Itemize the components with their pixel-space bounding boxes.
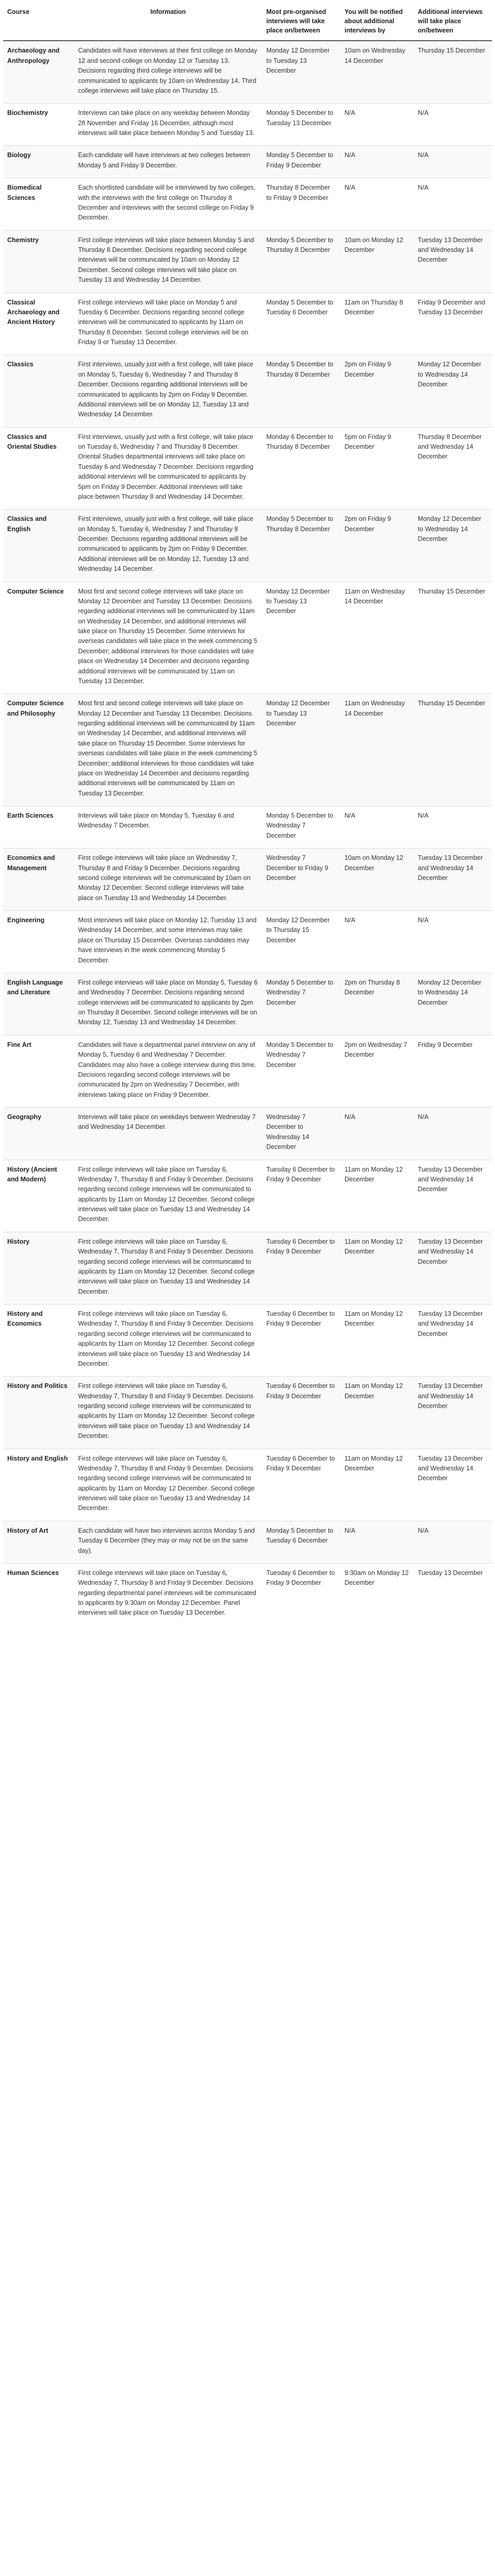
header-row: [3, 3, 492, 41]
additional-cell: Tuesday 13 December and Wednesday 14 December: [414, 1449, 492, 1521]
information-cell: First interviews, usually just with a first college, will take place on Monday 5, Tuesday 6, Wednesday 7 and Thursday 8 December. Decisions regarding additional interviews will be communicated to applicants by 2pm on Friday 9 December. Additional interviews will be on Monday 12, Tuesday 13 and Wednesday 14 December.: [74, 510, 262, 582]
course-cell: Earth Sciences: [3, 806, 74, 849]
preorganised-cell: Tuesday 6 December to Friday 9 December: [262, 1304, 340, 1377]
notified-cell: 11am on Monday 12 December: [340, 1160, 414, 1232]
information-cell: First interviews, usually just with a first college, will take place on Tuesday 6, Wednesday 7 and Thursday 8 December. Oriental Studies departmental interviews will take place on Tuesday 6 and Wednesday 7 December. Decisions regarding additional interviews will be communicated to applicants by 5pm on Friday 9 December. Additional interviews will take place between Thursday 8 and Wednesday 14 December.: [74, 427, 262, 510]
information-cell: Each candidate will have two interviews across Monday 5 and Tuesday 6 December (they may or may not be on the same day).: [74, 1521, 262, 1563]
preorganised-cell: Monday 12 December to Tuesday 13 December: [262, 41, 340, 103]
course-cell: History and Politics: [3, 1377, 74, 1449]
information-cell: Candidates will have a departmental panel interview on any of Monday 5, Tuesday 6 and Wednesday 7 December. Candidates may also have a college interview during this time. Decisions regarding second college interviews will be communicated by 2pm on Wednesday 7 December, with interviews taking place on Friday 9 December.: [74, 1035, 262, 1107]
additional-cell: Thursday 8 December and Wednesday 14 December: [414, 427, 492, 510]
notified-cell: 11am on Wednesday 14 December: [340, 694, 414, 806]
preorganised-cell: Monday 12 December to Tuesday 13 December: [262, 582, 340, 694]
notified-cell: 11am on Monday 12 December: [340, 1449, 414, 1521]
additional-cell: N/A: [414, 1108, 492, 1160]
notified-cell: 11am on Monday 12 December: [340, 1304, 414, 1377]
course-cell: Human Sciences: [3, 1563, 74, 1625]
header-preorganised: Most pre-organised interviews will take place on/between: [262, 3, 340, 41]
information-cell: Interviews will take place on Monday 5, Tuesday 6 and Wednesday 7 December.: [74, 806, 262, 849]
preorganised-cell: Thursday 8 December to Friday 9 December: [262, 178, 340, 231]
additional-cell: N/A: [414, 178, 492, 231]
table-row: [3, 41, 492, 103]
preorganised-cell: Monday 5 December to Wednesday 7 December: [262, 1035, 340, 1107]
table-row: [3, 104, 492, 146]
additional-cell: Tuesday 13 December: [414, 1563, 492, 1625]
preorganised-cell: Monday 12 December to Tuesday 13 December: [262, 694, 340, 806]
preorganised-cell: Wednesday 7 December to Wednesday 14 December: [262, 1108, 340, 1160]
table-row: [3, 230, 492, 293]
course-cell: Engineering: [3, 911, 74, 973]
information-cell: First college interviews will take place on Tuesday 6, Wednesday 7, Thursday 8 and Friday 9 December. Decisions regarding second college interviews will be communicated to applicants by 11am on Monday 12 December. Second college interviews will take place on Tuesday 13 and Wednesday 14 December.: [74, 1449, 262, 1521]
additional-cell: Thursday 15 December: [414, 41, 492, 103]
notified-cell: 2pm on Friday 9 December: [340, 355, 414, 427]
table-row: [3, 355, 492, 427]
notified-cell: 2pm on Friday 9 December: [340, 510, 414, 582]
information-cell: Interviews can take place on any weekday between Monday 28 November and Friday 16 December, although most interviews will take place between Monday 5 and Tuesday 13.: [74, 104, 262, 146]
course-cell: Biology: [3, 146, 74, 178]
notified-cell: 11am on Monday 12 December: [340, 1377, 414, 1449]
table-row: [3, 427, 492, 510]
table-row: [3, 1563, 492, 1625]
preorganised-cell: Tuesday 6 December to Friday 9 December: [262, 1449, 340, 1521]
table-row: [3, 1521, 492, 1563]
course-cell: History (Ancient and Modern): [3, 1160, 74, 1232]
table-header: [3, 3, 492, 41]
header-additional: Additional interviews will take place on/between: [414, 3, 492, 41]
information-cell: First college interviews will take place on Monday 5, Tuesday 6 and Wednesday 7 December. Decisions regarding second college interviews will be communicated to applicants by 2pm on Thursday 8 December. Second college interviews will be on Monday 12, Tuesday 13 and Wednesday 14 December.: [74, 973, 262, 1035]
preorganised-cell: Monday 5 December to Tuesday 13 December: [262, 104, 340, 146]
preorganised-cell: Monday 5 December to Tuesday 6 December: [262, 293, 340, 355]
additional-cell: Monday 12 December to Wednesday 14 December: [414, 355, 492, 427]
table-row: [3, 973, 492, 1035]
additional-cell: Friday 9 December: [414, 1035, 492, 1107]
notified-cell: N/A: [340, 806, 414, 849]
preorganised-cell: Tuesday 6 December to Friday 9 December: [262, 1563, 340, 1625]
preorganised-cell: Monday 5 December to Wednesday 7 December: [262, 973, 340, 1035]
table-row: [3, 1160, 492, 1232]
table-row: [3, 178, 492, 231]
table-row: [3, 146, 492, 178]
preorganised-cell: Monday 5 December to Wednesday 7 December: [262, 806, 340, 849]
course-cell: Economics and Management: [3, 849, 74, 911]
information-cell: Each shortlisted candidate will be interviewed by two colleges, with the interviews with the first college on Thursday 8 December and interviews with the second college on Friday 9 December.: [74, 178, 262, 231]
table-row: [3, 1035, 492, 1107]
notified-cell: N/A: [340, 178, 414, 231]
additional-cell: N/A: [414, 806, 492, 849]
additional-cell: Tuesday 13 December and Wednesday 14 December: [414, 1232, 492, 1304]
course-cell: Archaeology and Anthropology: [3, 41, 74, 103]
course-cell: Geography: [3, 1108, 74, 1160]
notified-cell: N/A: [340, 911, 414, 973]
header-course: Course: [3, 3, 74, 41]
notified-cell: 5pm on Friday 9 December: [340, 427, 414, 510]
course-cell: Fine Art: [3, 1035, 74, 1107]
information-cell: Interviews will take place on weekdays between Wednesday 7 and Wednesday 14 December.: [74, 1108, 262, 1160]
notified-cell: 2pm on Thursday 8 December: [340, 973, 414, 1035]
notified-cell: 11am on Thursday 8 December: [340, 293, 414, 355]
notified-cell: 9:30am on Monday 12 December: [340, 1563, 414, 1625]
preorganised-cell: Monday 5 December to Thursday 8 December: [262, 355, 340, 427]
course-cell: Classics and Oriental Studies: [3, 427, 74, 510]
information-cell: First college interviews will take place on Tuesday 6, Wednesday 7, Thursday 8 and Friday 9 December. Decisions regarding second college interviews will be communicated to applicants by 11am on Monday 12 December. Second college interviews will take place on Tuesday 13 and Wednesday 14 December.: [74, 1160, 262, 1232]
notified-cell: 10am on Monday 12 December: [340, 230, 414, 293]
information-cell: Each candidate will have interviews at two colleges between Monday 5 and Friday 9 December.: [74, 146, 262, 178]
notified-cell: 11am on Monday 12 December: [340, 1232, 414, 1304]
preorganised-cell: Monday 6 December to Thursday 8 December: [262, 427, 340, 510]
table-row: [3, 1232, 492, 1304]
information-cell: Candidates will have interviews at their first college on Monday 12 and second college on Monday 12 or Tuesday 13. Decisions regarding third college interviews will be communicated to applicants by 10am on Wednesday 14. Third college interviews will take place on Thursday 15.: [74, 41, 262, 103]
table-body: [3, 41, 492, 1625]
information-cell: First interviews, usually just with a first college, will take place on Monday 5, Tuesday 6, Wednesday 7 and Thursday 8 December. Decisions regarding additional interviews will be communicated to applicants by 2pm on Friday 9 December. Additional interviews will be on Monday 12, Tuesday 13 and Wednesday 14 December.: [74, 355, 262, 427]
additional-cell: N/A: [414, 911, 492, 973]
information-cell: Most first and second college interviews will take place on Monday 12 December and Tuesday 13 December. Decisions regarding additional interviews will be communicated by 11am on Wednesday 14 December, and additional interviews will take place on Thursday 15 December. Some interviews for overseas candidates will take place in the week commencing 5 December; additional interviews for those candidates will take place on Wednesday 14 December and decisions regarding additional interviews will be communicated by 11am on Tuesday 13 December.: [74, 582, 262, 694]
course-cell: Classics and English: [3, 510, 74, 582]
course-cell: History of Art: [3, 1521, 74, 1563]
notified-cell: 2pm on Wednesday 7 December: [340, 1035, 414, 1107]
table-row: [3, 510, 492, 582]
preorganised-cell: Monday 5 December to Thursday 8 December: [262, 230, 340, 293]
notified-cell: 11am on Wednesday 14 December: [340, 582, 414, 694]
notified-cell: N/A: [340, 104, 414, 146]
additional-cell: Tuesday 13 December and Wednesday 14 December: [414, 1304, 492, 1377]
table-row: [3, 849, 492, 911]
information-cell: First college interviews will take place on Tuesday 6, Wednesday 7, Thursday 8 and Friday 9 December. Decisions regarding departmental panel interviews will be communicated to applicants by 9:30am on Monday 12 December. Panel interviews will take place on Tuesday 13 December.: [74, 1563, 262, 1625]
additional-cell: Tuesday 13 December and Wednesday 14 December: [414, 1377, 492, 1449]
course-cell: History: [3, 1232, 74, 1304]
preorganised-cell: Tuesday 6 December to Friday 9 December: [262, 1232, 340, 1304]
course-cell: Classical Archaeology and Ancient History: [3, 293, 74, 355]
header-information: Information: [74, 3, 262, 41]
information-cell: First college interviews will take place on Wednesday 7, Thursday 8 and Friday 9 December. Decisions regarding second college interviews will be communicated by 10am on Monday 12 December. Second college interviews will take place on Tuesday 13 and Wednesday 14 December.: [74, 849, 262, 911]
notified-cell: N/A: [340, 146, 414, 178]
information-cell: First college interviews will take place between Monday 5 and Thursday 8 December. Decisions regarding second college interviews will be communicated by 10am on Monday 12 December. Second college interviews will take place on Tuesday 13 and Wednesday 14 December.: [74, 230, 262, 293]
information-cell: First college interviews will take place on Tuesday 6, Wednesday 7, Thursday 8 and Friday 9 December. Decisions regarding second college interviews will be communicated to applicants by 11am on Monday 12 December. Second college interviews will take place on Tuesday 13 and Wednesday 14 December.: [74, 1232, 262, 1304]
preorganised-cell: Monday 5 December to Tuesday 6 December: [262, 1521, 340, 1563]
additional-cell: Tuesday 13 December and Wednesday 14 December: [414, 230, 492, 293]
table-row: [3, 911, 492, 973]
preorganised-cell: Tuesday 6 December to Friday 9 December: [262, 1377, 340, 1449]
table-row: [3, 1108, 492, 1160]
course-cell: Computer Science and Philosophy: [3, 694, 74, 806]
notified-cell: 10am on Monday 12 December: [340, 849, 414, 911]
notified-cell: N/A: [340, 1521, 414, 1563]
preorganised-cell: Monday 5 December to Friday 9 December: [262, 146, 340, 178]
table-row: [3, 806, 492, 849]
additional-cell: Friday 9 December and Tuesday 13 December: [414, 293, 492, 355]
course-cell: Biochemistry: [3, 104, 74, 146]
table-row: [3, 293, 492, 355]
preorganised-cell: Monday 12 December to Thursday 15 December: [262, 911, 340, 973]
table-row: [3, 582, 492, 694]
course-cell: Computer Science: [3, 582, 74, 694]
additional-cell: N/A: [414, 1521, 492, 1563]
course-cell: Classics: [3, 355, 74, 427]
notified-cell: N/A: [340, 1108, 414, 1160]
table-row: [3, 1377, 492, 1449]
interview-dates-table: [3, 3, 492, 1625]
information-cell: First college interviews will take place on Tuesday 6, Wednesday 7, Thursday 8 and Friday 9 December. Decisions regarding second college interviews will be communicated to applicants by 11am on Monday 12 December. Second college interviews will take place on Tuesday 13 and Wednesday 14 December.: [74, 1377, 262, 1449]
additional-cell: N/A: [414, 146, 492, 178]
preorganised-cell: Tuesday 6 December to Friday 9 December: [262, 1160, 340, 1232]
information-cell: First college interviews will take place on Monday 5 and Tuesday 6 December. Decisions regarding second college interviews will be communicated to applicants by 11am on Thursday 8 December. Second college interviews will be on Friday 9 or Tuesday 13 December.: [74, 293, 262, 355]
course-cell: History and Economics: [3, 1304, 74, 1377]
additional-cell: Tuesday 13 December and Wednesday 14 December: [414, 1160, 492, 1232]
course-cell: Biomedical Sciences: [3, 178, 74, 231]
course-cell: English Language and Literature: [3, 973, 74, 1035]
preorganised-cell: Wednesday 7 December to Friday 9 December: [262, 849, 340, 911]
course-cell: History and English: [3, 1449, 74, 1521]
additional-cell: N/A: [414, 104, 492, 146]
additional-cell: Monday 12 December to Wednesday 14 December: [414, 973, 492, 1035]
additional-cell: Thursday 15 December: [414, 694, 492, 806]
additional-cell: Thursday 15 December: [414, 582, 492, 694]
additional-cell: Tuesday 13 December and Wednesday 14 December: [414, 849, 492, 911]
notified-cell: 10am on Wednesday 14 December: [340, 41, 414, 103]
table-row: [3, 1304, 492, 1377]
information-cell: First college interviews will take place on Tuesday 6, Wednesday 7, Thursday 8 and Friday 9 December. Decisions regarding second college interviews will be communicated to applicants by 11am on Monday 12 December. Second college interviews will take place on Tuesday 13 and Wednesday 14 December.: [74, 1304, 262, 1377]
table-row: [3, 1449, 492, 1521]
additional-cell: Monday 12 December to Wednesday 14 December: [414, 510, 492, 582]
table-row: [3, 694, 492, 806]
preorganised-cell: Monday 5 December to Thursday 8 December: [262, 510, 340, 582]
information-cell: Most interviews will take place on Monday 12, Tuesday 13 and Wednesday 14 December, and some interviews may take place on Thursday 15 December. Overseas candidates may have interviews in the week commencing Monday 5 December.: [74, 911, 262, 973]
course-cell: Chemistry: [3, 230, 74, 293]
header-notified: You will be notified about additional interviews by: [340, 3, 414, 41]
information-cell: Most first and second college interviews will take place on Monday 12 December and Tuesday 13 December. Decisions regarding additional interviews will be communicated by 11am on Wednesday 14 December, and additional interviews will take place on Thursday 15 December. Some interviews for overseas candidates will take place in the week commencing 5 December; additional interviews for those candidates will take place on Wednesday 14 December and decisions regarding additional interviews will be communicated by 11am on Tuesday 13 December.: [74, 694, 262, 806]
